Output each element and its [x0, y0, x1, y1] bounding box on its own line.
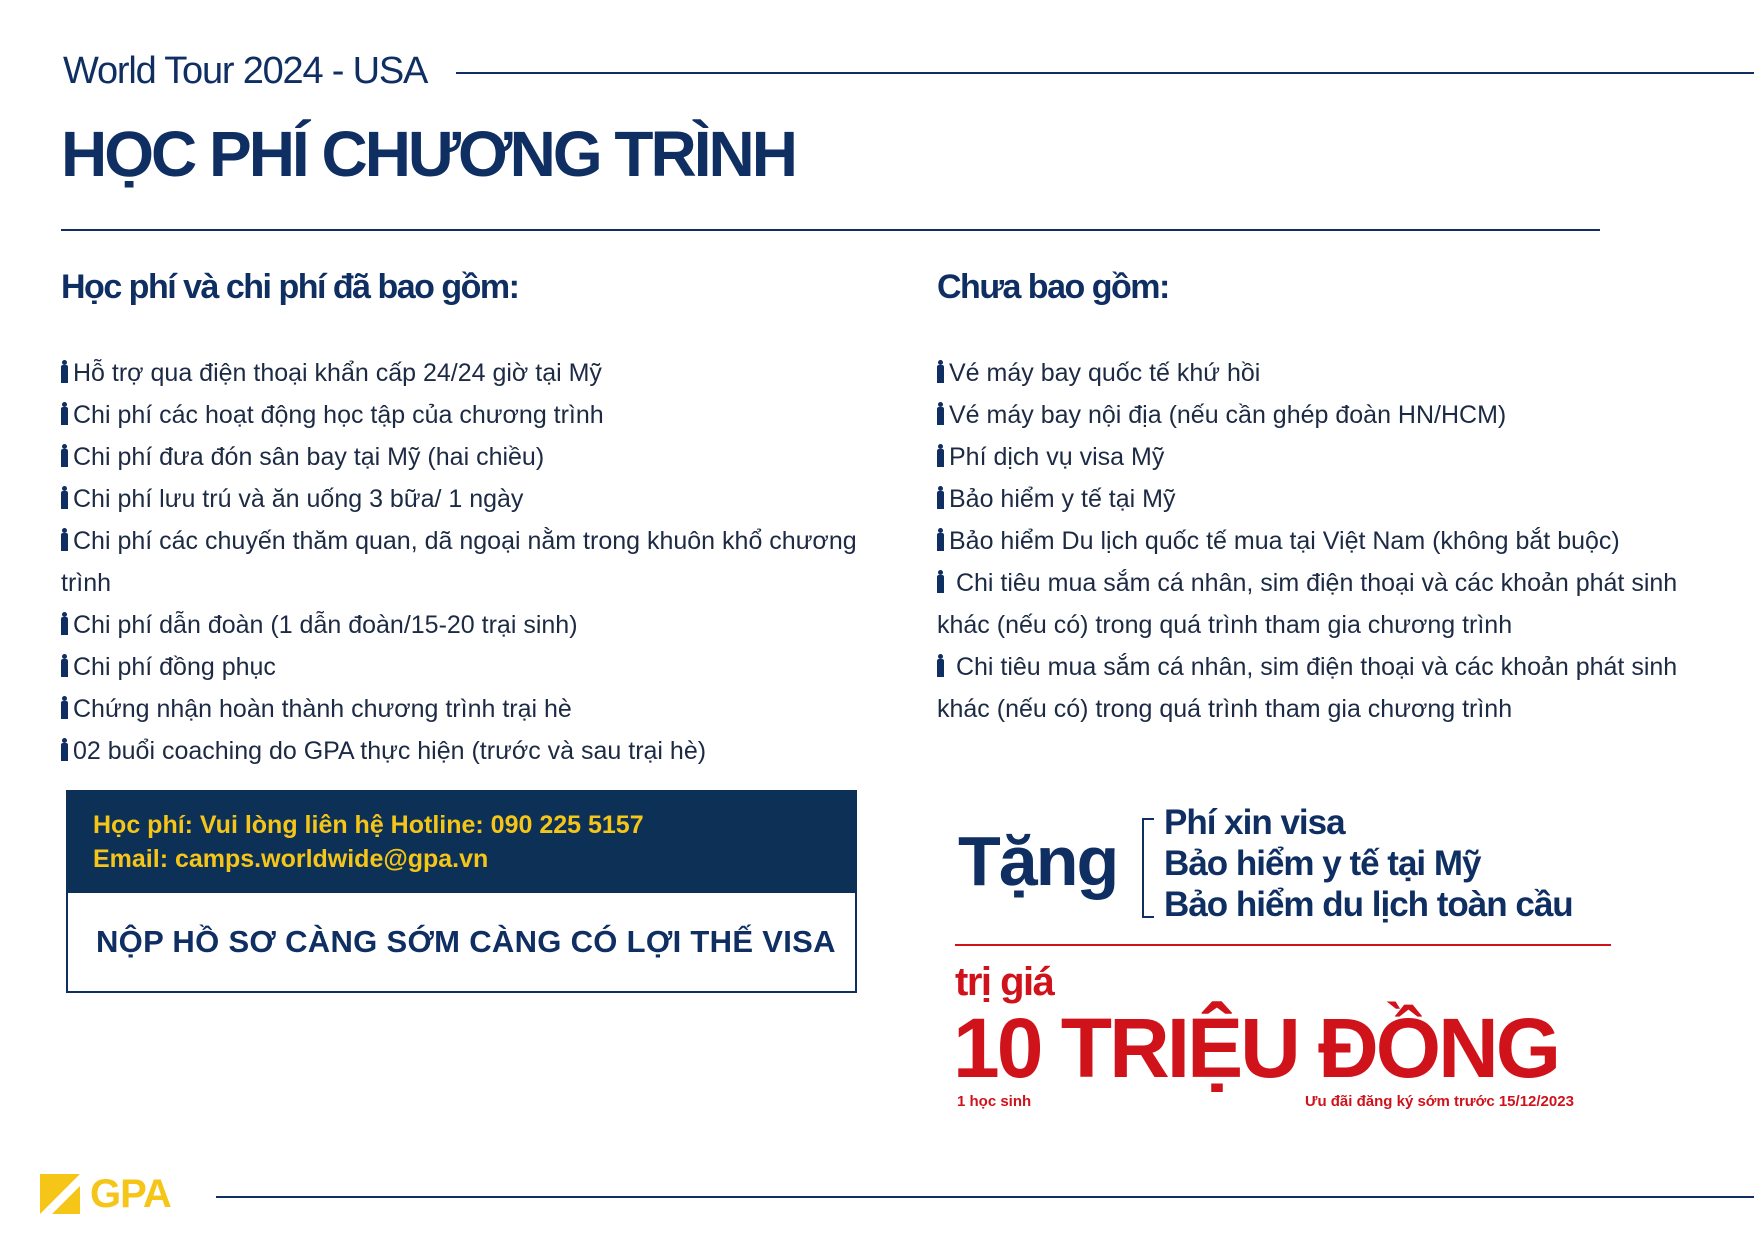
early-offer-note: Ưu đãi đăng ký sớm trước 15/12/2023	[1305, 1093, 1574, 1110]
statue-of-liberty-icon	[937, 533, 944, 551]
list-item	[61, 520, 891, 604]
list-item	[937, 436, 1719, 478]
list-item	[61, 394, 891, 436]
title-divider	[61, 229, 1600, 231]
list-item-text: Hỗ trợ qua điện thoại khẩn cấp 24/24 giờ tại Mỹ	[73, 359, 602, 387]
list-item	[61, 688, 891, 730]
list-item	[937, 478, 1719, 520]
list-item-text: Chi phí các chuyến thăm quan, dã ngoại nằm trong khuôn khổ chương trình	[61, 527, 857, 597]
statue-of-liberty-icon	[61, 701, 68, 719]
statue-of-liberty-icon	[61, 743, 68, 761]
list-item-text: Chi phí đưa đón sân bay tại Mỹ (hai chiều)	[73, 443, 545, 471]
excluded-list	[937, 352, 1719, 730]
excluded-heading: Chưa bao gồm:	[937, 268, 1169, 306]
statue-of-liberty-icon	[937, 449, 944, 467]
list-item-text: Chi phí lưu trú và ăn uống 3 bữa/ 1 ngày	[73, 485, 524, 513]
list-item	[61, 646, 891, 688]
statue-of-liberty-icon	[61, 407, 68, 425]
statue-of-liberty-icon	[937, 659, 944, 677]
statue-of-liberty-icon	[61, 533, 68, 551]
list-item	[937, 352, 1719, 394]
list-item-text: 02 buổi coaching do GPA thực hiện (trước và sau trại hè)	[73, 737, 707, 765]
statue-of-liberty-icon	[61, 617, 68, 635]
list-item	[937, 646, 1719, 730]
hotline-text: Học phí: Vui lòng liên hệ Hotline: 090 225 5157	[93, 811, 644, 839]
list-item-text: Chi phí dẫn đoàn (1 dẫn đoàn/15-20 trại sinh)	[73, 611, 578, 639]
promo-divider	[955, 944, 1611, 946]
gift-item: Bảo hiểm du lịch toàn cầu	[1164, 885, 1573, 924]
list-item-text: Vé máy bay quốc tế khứ hồi	[949, 359, 1261, 387]
list-item	[937, 520, 1719, 562]
statue-of-liberty-icon	[937, 491, 944, 509]
statue-of-liberty-icon	[937, 365, 944, 383]
statue-of-liberty-icon	[61, 491, 68, 509]
list-item	[937, 394, 1719, 436]
list-item	[937, 562, 1719, 646]
per-student-note: 1 học sinh	[957, 1093, 1032, 1110]
statue-of-liberty-icon	[937, 407, 944, 425]
list-item-text: Bảo hiểm Du lịch quốc tế mua tại Việt Nam (không bắt buộc)	[949, 527, 1620, 555]
list-item-text: Chi tiêu mua sắm cá nhân, sim điện thoại và các khoản phát sinh khác (nếu có) trong quá trình tham gia chương trình	[937, 569, 1678, 639]
list-item	[61, 352, 891, 394]
list-item	[61, 730, 891, 772]
gpa-logo-icon	[40, 1174, 80, 1214]
gift-item: Phí xin visa	[1164, 803, 1345, 842]
list-item	[61, 604, 891, 646]
gift-item: Bảo hiểm y tế tại Mỹ	[1164, 844, 1481, 883]
contact-box	[66, 790, 857, 893]
value-label: trị giá	[955, 960, 1054, 1004]
visa-note: NỘP HỒ SƠ CÀNG SỚM CÀNG CÓ LỢI THẾ VISA	[96, 924, 836, 959]
gpa-logo	[40, 1174, 171, 1214]
top-divider	[456, 72, 1754, 74]
list-item-text: Vé máy bay nội địa (nếu cần ghép đoàn HN/HCM)	[949, 401, 1507, 429]
bottom-divider	[216, 1196, 1754, 1198]
statue-of-liberty-icon	[61, 365, 68, 383]
list-item-text: Bảo hiểm y tế tại Mỹ	[949, 485, 1176, 513]
tour-label: World Tour 2024 - USA	[63, 50, 428, 92]
gift-list	[1164, 802, 1573, 925]
list-item-text: Chi tiêu mua sắm cá nhân, sim điện thoại và các khoản phát sinh khác (nếu có) trong quá trình tham gia chương trình	[937, 653, 1678, 723]
included-list	[61, 352, 891, 772]
list-item-text: Chi phí đồng phục	[73, 653, 276, 681]
list-item-text: Chi phí các hoạt động học tập của chương trình	[73, 401, 604, 429]
included-heading: Học phí và chi phí đã bao gồm:	[61, 268, 519, 306]
statue-of-liberty-icon	[61, 659, 68, 677]
list-item	[61, 436, 891, 478]
page-title: HỌC PHÍ CHƯƠNG TRÌNH	[61, 118, 795, 190]
gift-word: Tặng	[958, 822, 1118, 900]
email-text: Email: camps.worldwide@gpa.vn	[93, 845, 489, 873]
statue-of-liberty-icon	[937, 575, 944, 593]
list-item	[61, 478, 891, 520]
statue-of-liberty-icon	[61, 449, 68, 467]
list-item-text: Chứng nhận hoàn thành chương trình trại hè	[73, 695, 572, 723]
gpa-logo-text: GPA	[90, 1172, 171, 1216]
value-amount: 10 TRIỆU ĐỒNG	[953, 1001, 1559, 1095]
gift-bracket	[1142, 818, 1154, 918]
visa-note-box	[66, 893, 857, 993]
list-item-text: Phí dịch vụ visa Mỹ	[949, 443, 1165, 471]
